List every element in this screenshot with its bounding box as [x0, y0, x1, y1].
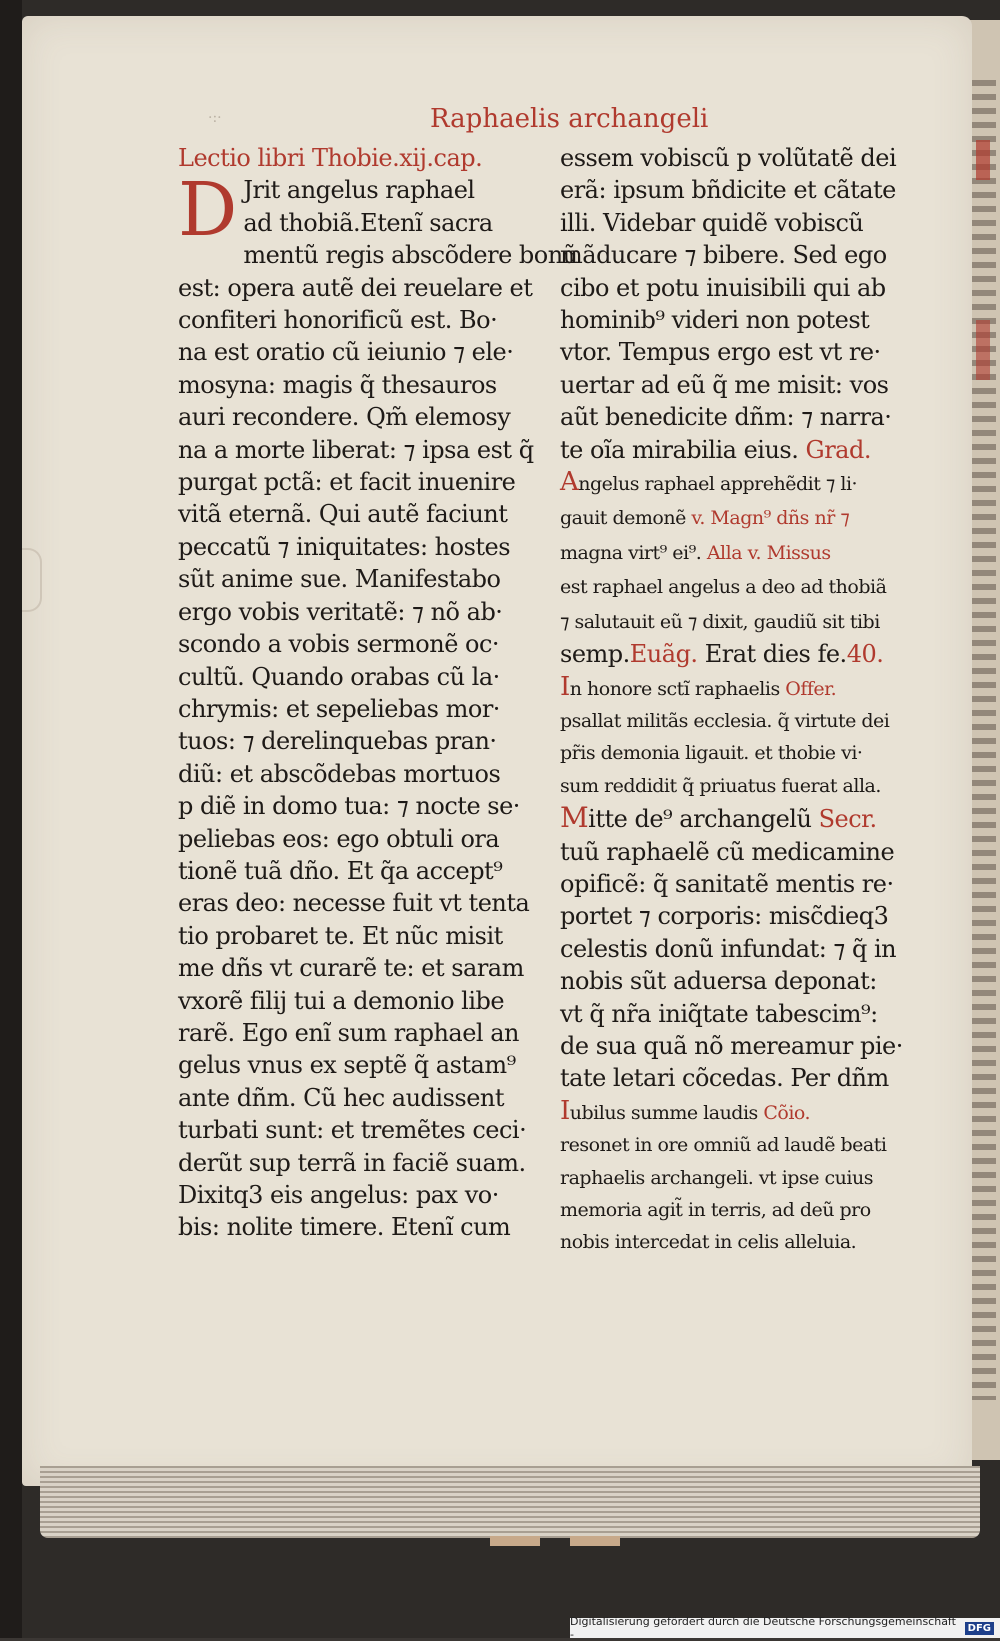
text-line: tuos: ⁊ derelinquebas pran· [178, 727, 497, 756]
text-line: ergo vobis veritatẽ: ⁊ nõ ab· [178, 597, 503, 626]
running-head: Raphaelis archangeli [430, 104, 709, 134]
text-line: sũt anime sue. Manifestabo [178, 565, 501, 594]
text-line: essem vobiscũ p volũtatẽ dei [560, 144, 897, 172]
text-line: tate letari cõcedas. Per dñm [560, 1064, 889, 1093]
text-line: mosyna: magis q̃ thesauros [178, 370, 497, 399]
text-line: derũt sup terrã in faciẽ suam. [178, 1148, 526, 1177]
text-line: nobis sũt aduersa deponat: [560, 967, 877, 996]
text-line: tuũ raphaelẽ cũ medicamine [560, 837, 895, 866]
text-line: ⁊ salutauit eũ ⁊ dixit, gaudiũ sit tibi [560, 610, 880, 633]
text-line: portet ⁊ corporis: misc̃dieq3 [560, 902, 889, 931]
text-line: uertar ad eũ q̃ me misit: vos [560, 370, 889, 399]
digitization-footer [570, 1615, 1000, 1641]
text-line: sum reddidit q̃ priuatus fuerat alla. [560, 774, 881, 797]
text-line: est raphael angelus a deo ad thobiã [560, 576, 887, 599]
text-line: hominib⁹ videri non potest [560, 306, 870, 335]
book-binding [0, 0, 22, 1638]
text-line: diũ: et abscõdebas mortuos [178, 759, 501, 788]
communion-line: Iubilus summe laudis Cõio. [560, 1095, 811, 1126]
text-line: me dñs vt curarẽ te: et saram [178, 954, 524, 983]
text-line: Angelus raphael apprehẽdit ⁊ li· [560, 467, 858, 498]
text-line: p diẽ in domo tua: ⁊ nocte se· [178, 792, 520, 821]
text-line: raphaelis archangeli. vt ipse cuius [560, 1166, 873, 1189]
text-line: gelus vnus ex septẽ q̃ astam⁹ [178, 1051, 516, 1080]
secret-line: Mitte de⁹ archangelũ Secr. [560, 801, 877, 835]
facing-page-edge [968, 20, 1000, 1460]
text-line: resonet in ore omniũ ad laudẽ beati [560, 1134, 887, 1157]
text-line: gauit demonẽ v. Magn⁹ dñs nr̃ ⁊ [560, 507, 850, 530]
text-line: pr̃is demonia ligauit. et thobie vi· [560, 742, 863, 765]
text-line: est: opera autẽ dei reuelare et [178, 273, 533, 302]
text-line: ante dñm. Cũ hec audissent [178, 1083, 504, 1112]
text-line: turbati sunt: et tremẽtes ceci· [178, 1116, 527, 1145]
text-line: opificẽ: q̃ sanitatẽ mentis re· [560, 869, 894, 898]
text-line: aũt benedicite dñm: ⁊ narra· [560, 403, 892, 432]
footer-credit: Digitalisierung gefördert durch die Deutsche Forschungsgemeinschaft - [570, 1615, 956, 1641]
text-line: mentũ regis abscõdere bonũ [243, 241, 578, 270]
text-line: auri recondere. Qm̃ elemosy [178, 403, 511, 432]
bookmark-ribbon [22, 548, 42, 612]
text-line: erã: ipsum bñdicite et cãtate [560, 176, 896, 205]
text-line: mãducare ⁊ bibere. Sed ego [560, 241, 887, 270]
text-line: bis: nolite timere. Etenĩ cum [178, 1213, 511, 1242]
text-line: vtor. Tempus ergo est vt re· [560, 338, 881, 367]
text-line: memoria agit̃ in terris, ad deũ pro [560, 1199, 871, 1221]
text-line: peccatũ ⁊ iniquitates: hostes [178, 532, 511, 561]
text-line: te oĩa mirabilia eius. Grad. [560, 435, 871, 464]
lectio-heading: Lectio libri Thobie.xij.cap. [178, 144, 483, 172]
page-block-edge [40, 1466, 980, 1538]
text-line: tio probaret te. Et nũc misit [178, 921, 503, 950]
text-line: rarẽ. Ego enĩ sum raphael an [178, 1018, 519, 1047]
text-line: eras deo: necesse fuit vt tenta [178, 889, 530, 918]
text-line: chrymis: et sepeliebas mor· [178, 694, 500, 723]
text-line: psallat militãs ecclesia. q̃ virtute dei [560, 709, 890, 732]
text-line: cultũ. Quando orabas cũ la· [178, 662, 500, 691]
text-line: vitã eternã. Qui autẽ faciunt [178, 500, 508, 529]
dfg-logo: DFG [965, 1622, 994, 1635]
clasp-tab [570, 1536, 620, 1546]
text-line: illi. Videbar quidẽ vobiscũ [560, 208, 864, 237]
left-column [178, 142, 578, 1244]
text-line: celestis donũ infundat: ⁊ q̃ in [560, 934, 897, 963]
offertory-line: In honore sctĩ raphaelis Offer. [560, 671, 837, 702]
text-line: tionẽ tuã dño. Et q̃a accept⁹ [178, 856, 503, 885]
margin-mark: ·:· [208, 110, 222, 126]
text-line: de sua quã nõ mereamur pie· [560, 1031, 903, 1060]
text-line: nobis intercedat in celis alleluia. [560, 1231, 857, 1254]
text-line: Dixitq3 eis angelus: pax vo· [178, 1181, 499, 1209]
text-line: ad thobiã.Etenĩ sacra [243, 208, 493, 237]
text-line: Jrit angelus raphael [243, 176, 475, 205]
text-line: vt q̃ nr̃a iniq̃tate tabescim⁹: [560, 999, 878, 1028]
text-line: peliebas eos: ego obtuli ora [178, 824, 500, 853]
evangelium-line: semp.Euãg. Erat dies fe.40. [560, 640, 884, 669]
rubric-label: Grad. [805, 435, 871, 464]
text-line: na a morte liberat: ⁊ ipsa est q̃ [178, 435, 534, 464]
text-line: na est oratio cũ ieiunio ⁊ ele· [178, 338, 514, 367]
right-column [560, 142, 920, 1259]
text-line: confiteri honorificũ est. Bo· [178, 306, 498, 335]
drop-cap: D [178, 167, 238, 254]
text-line: purgat pctã: et facit inuenire [178, 468, 516, 497]
text-line: cibo et potu inuisibili qui ab [560, 273, 886, 302]
text-line: magna virt⁹ ei⁹. Alla v. Missus [560, 541, 831, 564]
text-line: scondo a vobis sermonẽ oc· [178, 630, 500, 659]
text-line: vxorẽ filij tui a demonio libe [178, 986, 505, 1015]
clasp-tab [490, 1536, 540, 1546]
